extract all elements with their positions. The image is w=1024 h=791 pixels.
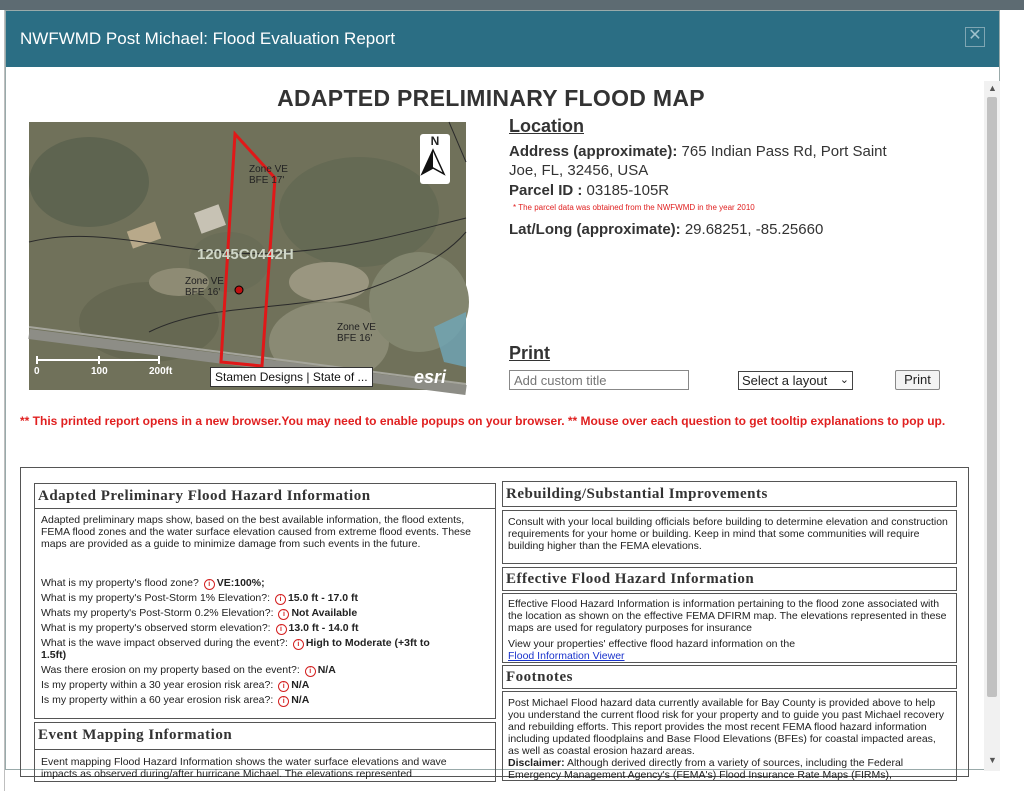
custom-title-input[interactable]: [509, 370, 689, 390]
question-text: What is my property's Post-Storm 1% Elevation?:: [41, 592, 271, 604]
vertical-scrollbar[interactable]: [984, 81, 1000, 771]
parcel-line: [509, 181, 669, 200]
zone-label-text: Zone VE: [249, 164, 288, 175]
latlong-label: Lat/Long (approximate):: [509, 221, 681, 238]
chevron-down-icon: ⌄: [839, 374, 849, 386]
popup-notice: ** This printed report opens in a new browser.You may need to enable popups on your browser. ** Mouse over each question to get tooltip explanations to pop up.: [20, 414, 946, 428]
footnotes-heading-box: [502, 665, 957, 689]
disclaimer: [508, 757, 948, 781]
question-wave-impact[interactable]: [41, 637, 430, 650]
effective-heading: Effective Flood Hazard Information: [506, 571, 755, 587]
question-text: Whats my property's Post-Storm 0.2% Elevation?:: [41, 607, 274, 619]
info-icon[interactable]: i: [275, 594, 286, 605]
flood-report-dialog: [5, 10, 1000, 781]
firm-panel-label: 12045C0442H: [197, 246, 294, 263]
bfe-label-text: BFE 16': [337, 333, 373, 344]
question-30yr-erosion[interactable]: [41, 679, 309, 692]
effective-heading-box: [502, 567, 957, 591]
event-mapping-panel: [34, 722, 496, 782]
print-heading: Print: [509, 343, 551, 363]
hazard-info-table: [20, 467, 969, 781]
compass-arrow-icon: [420, 148, 446, 176]
zone-label-text: Zone VE: [337, 322, 376, 333]
answer-text: N/A: [291, 694, 310, 706]
scrollbar-thumb[interactable]: [987, 97, 997, 697]
rebuilding-heading-box: [502, 481, 957, 507]
dialog-title: NWFWMD Post Michael: Flood Evaluation Report: [20, 29, 396, 48]
question-wave-impact-cont: [41, 649, 66, 661]
question-60yr-erosion[interactable]: [41, 694, 309, 707]
scale-label-100: 100: [91, 366, 108, 377]
question-text: What is my property's observed storm elevation?:: [41, 622, 271, 634]
question-text: Is my property within a 60 year erosion risk area?:: [41, 694, 274, 706]
zone-label-text: Zone VE: [185, 276, 224, 287]
location-heading: Location: [509, 116, 584, 136]
info-icon[interactable]: i: [278, 696, 289, 707]
browser-top-strip: [0, 0, 1024, 10]
effective-description: Effective Flood Hazard Information is information pertaining to the flood zone associated with the location as shown on the effective FEMA DFIRM map. The elevations represented in these maps are used for regulatory purposes for insurance: [508, 598, 947, 634]
answer-text: N/A: [291, 679, 310, 691]
footnotes-heading: Footnotes: [506, 669, 573, 685]
answer-text: N/A: [317, 664, 336, 676]
question-post-storm-02[interactable]: [41, 607, 357, 620]
question-text: What is the wave impact observed during the event?:: [41, 637, 288, 649]
scroll-up-arrow-icon[interactable]: ▲: [988, 83, 997, 93]
dialog-titlebar: [6, 11, 999, 67]
event-mapping-description: Event mapping Flood Hazard Information shows the water surface elevations and wave impacts as observed during/after hurricane Michael. The elevations represented: [41, 756, 447, 780]
answer-text: Not Available: [291, 607, 358, 619]
parcel-note: * The parcel data was obtained from the NWFWMD in the year 2010: [513, 203, 755, 212]
footnotes-panel: [502, 691, 957, 781]
report-title: ADAPTED PRELIMINARY FLOOD MAP: [277, 85, 705, 111]
address-line-2: Joe, FL, 32456, USA: [509, 162, 649, 179]
info-icon[interactable]: i: [278, 609, 289, 620]
info-icon[interactable]: i: [293, 639, 304, 650]
effective-view-text: View your properties' effective flood hazard information on the: [508, 638, 796, 650]
latlong-value: 29.68251, -85.25660: [684, 221, 824, 238]
answer-text: 15.0 ft - 17.0 ft: [287, 592, 358, 604]
zone-label-2: [185, 276, 224, 298]
info-icon[interactable]: i: [204, 579, 215, 590]
info-icon[interactable]: i: [305, 666, 316, 677]
latlong-line: [509, 220, 823, 239]
disclaimer-label: Disclaimer:: [508, 757, 565, 769]
flood-information-viewer-link[interactable]: Flood Information Viewer: [508, 650, 625, 662]
question-text: What is my property's flood zone?: [41, 577, 199, 589]
effective-panel: [502, 593, 957, 663]
answer-text: 1.5ft): [41, 649, 67, 661]
print-button[interactable]: Print: [895, 370, 940, 390]
flood-map[interactable]: [29, 122, 466, 390]
answer-text: 13.0 ft - 14.0 ft: [288, 622, 359, 634]
footnotes-description: Post Michael Flood hazard data currently available for Bay County is provided above to help you understand the current flood risk for your property and to guide you past Michael recovery and rebuilding efforts. This report provides the most recent FEMA flood hazard information including updated floodplains and Base Flood Elevations (BFEs) for coastal impacted areas, as well as coastal erosion hazard areas.: [508, 697, 944, 757]
window-right-edge: [1000, 10, 1024, 791]
address-value: 765 Indian Pass Rd, Port Saint: [681, 143, 887, 160]
adapted-heading: Adapted Preliminary Flood Hazard Information: [38, 488, 371, 504]
layout-select-value: Select a layout: [742, 373, 828, 388]
info-icon[interactable]: i: [276, 624, 287, 635]
divider: [35, 749, 495, 750]
bfe-label-text: BFE 17': [249, 175, 285, 186]
answer-text: High to Moderate (+3ft to: [305, 637, 430, 649]
esri-logo: esri: [414, 367, 447, 387]
layout-select[interactable]: [738, 371, 853, 390]
answer-text: VE:100%;: [216, 577, 265, 589]
question-erosion[interactable]: [41, 664, 336, 677]
rebuilding-heading: Rebuilding/Substantial Improvements: [506, 486, 768, 502]
adapted-panel: [34, 483, 496, 719]
parcel-value: 03185-105R: [586, 182, 670, 199]
question-observed-storm[interactable]: [41, 622, 359, 635]
disclaimer-text: Although derived directly from a variety of sources, including the Federal Emergency Management Agency's (FEMA's) Flood Insurance Rate Maps (FIRMs),: [508, 757, 904, 781]
north-label: N: [430, 134, 440, 148]
bfe-label-text: BFE 16': [185, 287, 221, 298]
divider: [35, 508, 495, 509]
question-text: Was there erosion on my property based on the event?:: [41, 664, 300, 676]
info-icon[interactable]: i: [278, 681, 289, 692]
rebuilding-panel: [502, 510, 957, 564]
rebuilding-description: Consult with your local building officials before building to determine elevation and construction requirements for your home or building. Keep in mind that some communities will require building higher than the FEMA elevations.: [508, 516, 948, 552]
question-flood-zone[interactable]: [41, 577, 265, 590]
close-icon[interactable]: ✕: [965, 27, 985, 47]
parcel-label: Parcel ID :: [509, 182, 583, 199]
adapted-description: Adapted preliminary maps show, based on the best available information, the flood extents, FEMA flood zones and the water surface elevation caused from extreme flood events. These maps are provided as a guide to minimize damage from such events in the future.: [41, 514, 471, 550]
flood-viewer-link-wrap: [508, 650, 625, 662]
scroll-down-arrow-icon[interactable]: ▼: [988, 755, 997, 765]
address-label: Address (approximate):: [509, 143, 678, 160]
zone-label-3: [337, 322, 376, 344]
question-text: Is my property within a 30 year erosion risk area?:: [41, 679, 274, 691]
question-post-storm-1[interactable]: [41, 592, 358, 605]
address-line: [509, 142, 887, 161]
map-attribution[interactable]: Stamen Designs | State of ...: [210, 367, 373, 387]
scale-label-200: 200ft: [149, 366, 173, 377]
event-mapping-heading: Event Mapping Information: [38, 727, 233, 743]
north-arrow-icon: [420, 134, 450, 184]
scale-label-0: 0: [34, 366, 40, 377]
zone-label-1: [249, 164, 288, 186]
